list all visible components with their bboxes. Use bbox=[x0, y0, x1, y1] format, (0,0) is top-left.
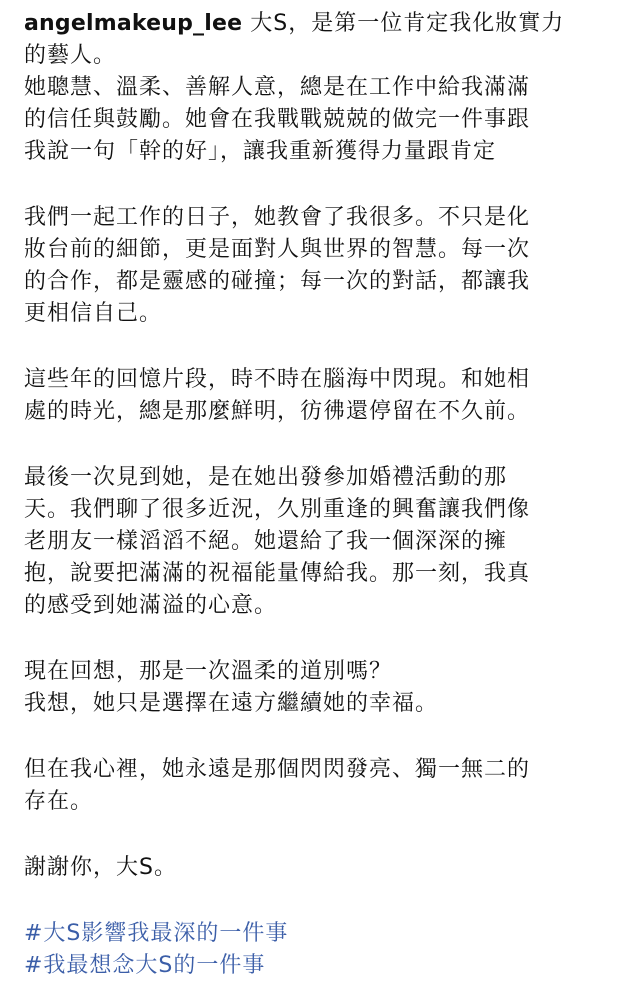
caption-line: 我們一起工作的日子，她教會了我很多。不只是化 bbox=[24, 205, 531, 230]
caption-line: 抱，說要把滿滿的祝福能量傳給我。那一刻，我真 bbox=[24, 561, 531, 586]
caption-line: 處的時光，總是那麼鮮明，彷彿還停留在不久前。 bbox=[24, 399, 531, 424]
hashtag-link[interactable]: #大S影響我最深的一件事 bbox=[24, 921, 289, 946]
caption-line: 的信任與鼓勵。她會在我戰戰兢兢的做完一件事跟 bbox=[24, 107, 531, 132]
caption-line: 這些年的回憶片段，時不時在腦海中閃現。和她相 bbox=[24, 367, 531, 392]
caption-line: 妝台前的細節，更是面對人與世界的智慧。每一次 bbox=[24, 237, 531, 262]
caption-line: 的感受到她滿溢的心意。 bbox=[24, 593, 278, 618]
caption-line: 我想，她只是選擇在遠方繼續她的幸福。 bbox=[24, 691, 439, 716]
caption-text: 大S，是第一位肯定我化妝實力 bbox=[250, 11, 565, 36]
caption-line: 的合作，都是靈感的碰撞；每一次的對話，都讓我 bbox=[24, 269, 531, 294]
caption-line: 她聰慧、溫柔、善解人意，總是在工作中給我滿滿 bbox=[24, 75, 531, 100]
caption-line bbox=[24, 8, 616, 40]
hashtag-link[interactable]: #我最想念大S的一件事 bbox=[24, 953, 266, 978]
caption-line: 老朋友一樣滔滔不絕。她還給了我一個深深的擁 bbox=[24, 529, 508, 554]
caption-line: 最後一次見到她，是在她出發參加婚禮活動的那 bbox=[24, 465, 508, 490]
caption-line: 現在回想，那是一次溫柔的道別嗎？ bbox=[24, 659, 393, 684]
caption-line: 謝謝你，大S。 bbox=[24, 855, 177, 880]
caption-line: 但在我心裡，她永遠是那個閃閃發亮、獨一無二的 bbox=[24, 757, 531, 782]
caption-line: 更相信自己。 bbox=[24, 301, 163, 326]
caption-line: 我說一句「幹的好」，讓我重新獲得力量跟肯定 bbox=[24, 139, 497, 164]
caption-line: 的藝人。 bbox=[24, 43, 117, 68]
caption-line: 天。我們聊了很多近況，久別重逢的興奮讓我們像 bbox=[24, 497, 531, 522]
username-link[interactable]: angelmakeup_lee bbox=[24, 11, 243, 36]
caption-line: 存在。 bbox=[24, 789, 94, 814]
